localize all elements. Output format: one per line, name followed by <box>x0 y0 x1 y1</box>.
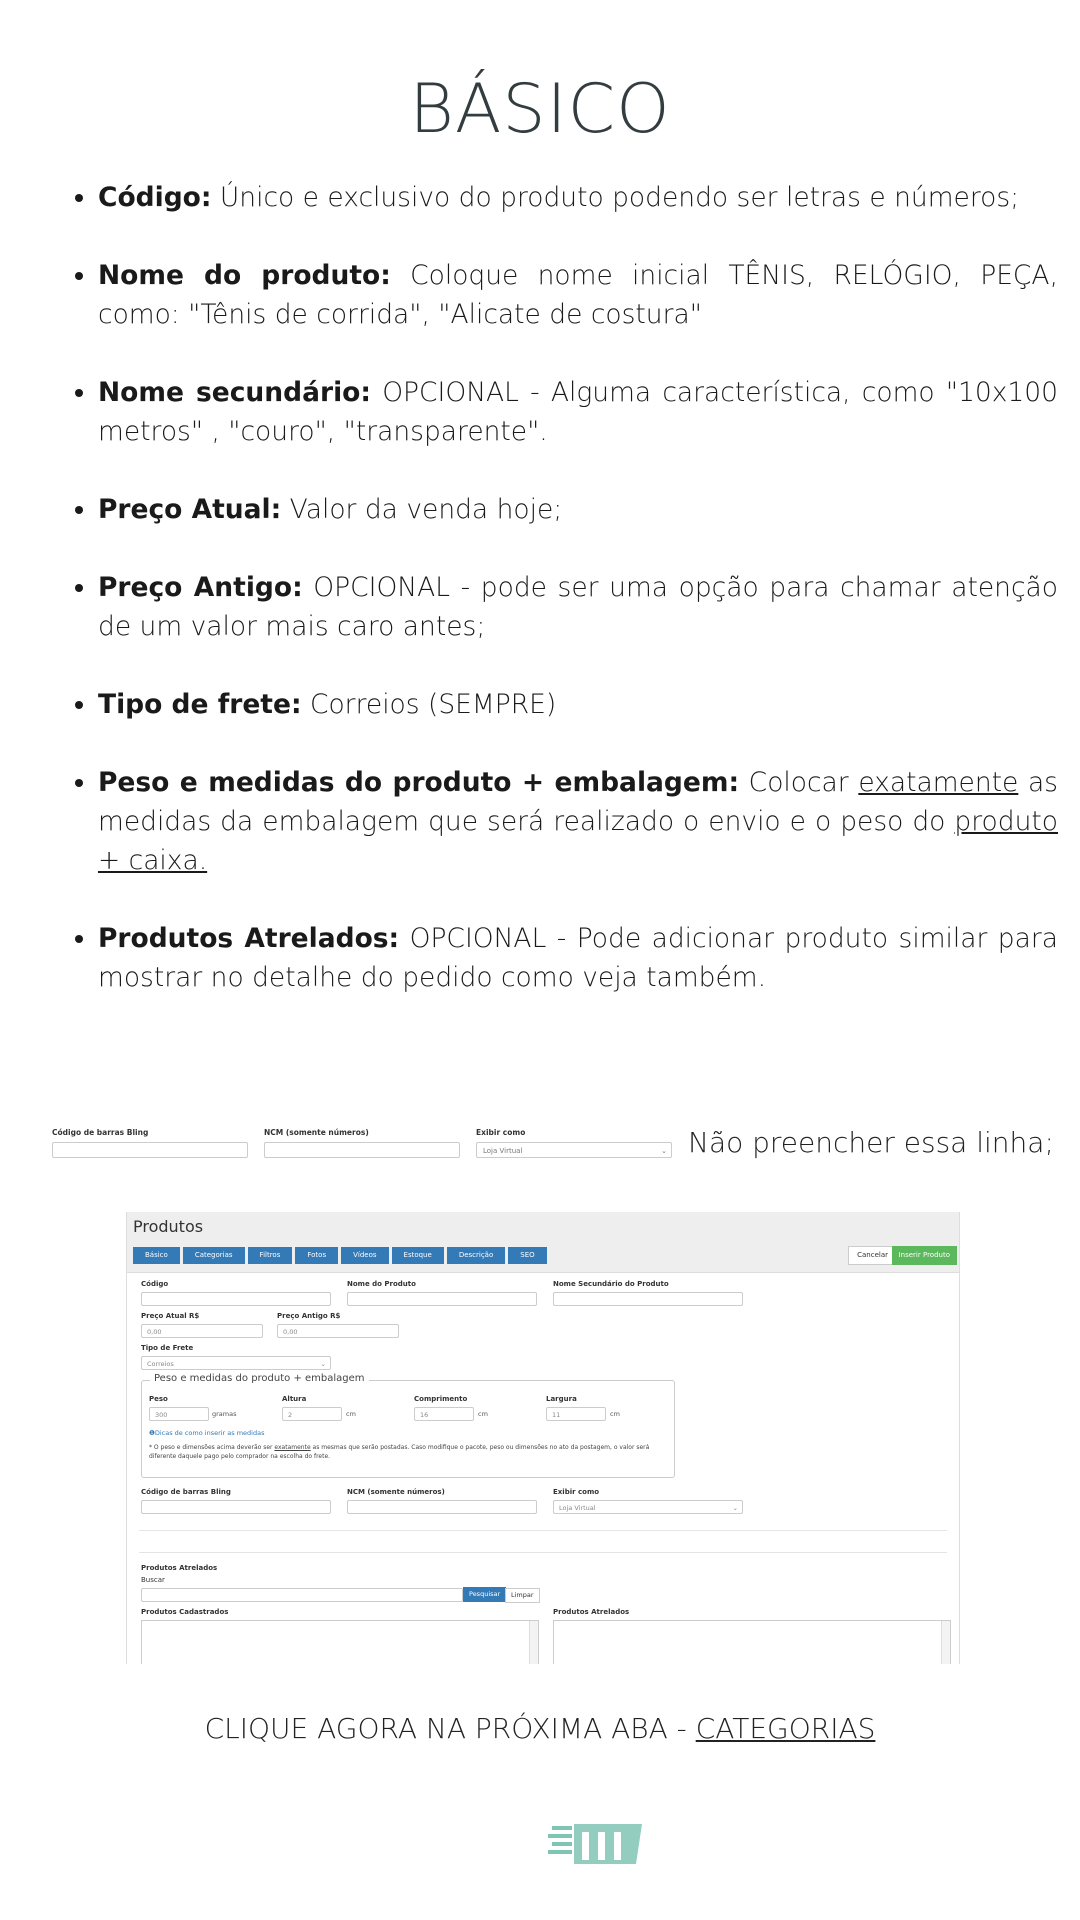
weight-input[interactable]: 300 <box>149 1407 209 1421</box>
ncm-label: NCM (somente números) <box>347 1488 445 1496</box>
registered-products-label: Produtos Cadastrados <box>141 1608 229 1616</box>
height-unit: cm <box>346 1410 356 1418</box>
item-underlined: produto + caixa. <box>98 806 1058 876</box>
price-label: Preço Atual R$ <box>141 1312 200 1320</box>
insert-product-button[interactable]: Inserir Produto <box>892 1246 957 1265</box>
tab-bar <box>127 1242 959 1273</box>
tab-fotos[interactable]: Fotos <box>295 1247 338 1264</box>
list-item <box>98 373 1058 451</box>
barcode-input[interactable] <box>141 1500 331 1514</box>
width-label: Largura <box>546 1395 577 1403</box>
item-text: Valor da venda hoje; <box>281 494 563 525</box>
item-text: Único e exclusivo do produto podendo ser letras e números; <box>211 182 1020 213</box>
item-label: Nome do produto: <box>98 260 391 291</box>
logo-stripe <box>552 1826 572 1830</box>
item-text: OPCIONAL - Alguma característica, como "10x100 metros" , "couro", "transparente". <box>98 377 1058 447</box>
old-price-label: Preço Antigo R$ <box>277 1312 341 1320</box>
list-item <box>98 256 1058 334</box>
code-input[interactable] <box>141 1292 331 1306</box>
item-label: Código: <box>98 182 212 213</box>
products-form-screenshot <box>126 1212 960 1664</box>
list-item <box>98 178 1058 217</box>
search-input[interactable] <box>141 1588 463 1602</box>
freight-select[interactable] <box>141 1356 331 1370</box>
length-label: Comprimento <box>414 1395 468 1403</box>
logo-letter <box>614 1832 621 1860</box>
secondary-name-input[interactable] <box>553 1292 743 1306</box>
tab-filtros[interactable]: Filtros <box>248 1247 293 1264</box>
item-label: Tipo de frete: <box>98 689 302 720</box>
cta-text: CLIQUE AGORA NA PRÓXIMA ABA - <box>204 1712 696 1745</box>
list-item <box>98 490 1058 529</box>
clear-button[interactable]: Limpar <box>505 1588 540 1603</box>
info-icon: ❶ <box>149 1429 155 1437</box>
item-text: OPCIONAL - pode ser uma opção para chamar atenção de um valor mais caro antes; <box>98 572 1058 642</box>
divider <box>139 1530 947 1531</box>
tab-videos[interactable]: Vídeos <box>341 1247 388 1264</box>
weight-unit: gramas <box>212 1410 237 1418</box>
item-label: Preço Atual: <box>98 494 282 525</box>
item-text: as medidas da embalagem que será realizado o envio e o peso do <box>98 767 1058 837</box>
barcode-label: Código de barras Bling <box>52 1128 149 1137</box>
tab-basico[interactable]: Básico <box>133 1247 180 1264</box>
measurement-disclaimer <box>149 1443 669 1461</box>
logo-stripe <box>548 1850 572 1854</box>
display-label: Exibir como <box>553 1488 600 1496</box>
instruction-note: Não preencher essa linha; <box>688 1126 1054 1159</box>
ncm-input[interactable] <box>264 1142 460 1158</box>
code-label: Código <box>141 1280 169 1288</box>
item-underlined: exatamente <box>858 767 1019 798</box>
ncm-field-group <box>264 1128 460 1158</box>
barcode-field-group <box>52 1128 248 1158</box>
width-input[interactable]: 11 <box>546 1407 606 1421</box>
ncm-label: NCM (somente números) <box>264 1128 369 1137</box>
measurement-tips-text: Dicas de como inserir as medidas <box>154 1429 265 1437</box>
freight-label: Tipo de Frete <box>141 1344 194 1352</box>
divider <box>139 1552 947 1553</box>
item-text: Colocar <box>739 767 859 798</box>
disclaimer-text: * O peso e dimensões acima deverão ser <box>149 1444 275 1451</box>
display-label: Exibir como <box>476 1128 526 1137</box>
tab-seo[interactable]: SEO <box>508 1247 546 1264</box>
cancel-button[interactable]: Cancelar <box>848 1246 897 1265</box>
list-item <box>98 763 1058 880</box>
display-select-value: Loja Virtual <box>559 1504 596 1512</box>
item-label: Nome secundário: <box>98 377 371 408</box>
item-label: Preço Antigo: <box>98 572 303 603</box>
logo-stripe <box>548 1834 572 1838</box>
logo-letter <box>598 1832 605 1860</box>
field-descriptions-list <box>70 178 1058 1036</box>
height-label: Altura <box>282 1395 307 1403</box>
page-title: BÁSICO <box>409 70 671 149</box>
item-text: OPCIONAL - Pode adicionar produto similar para mostrar no detalhe do pedido como veja também. <box>98 923 1058 993</box>
fieldset-legend: Peso e medidas do produto + embalagem <box>150 1373 369 1384</box>
list-item <box>98 568 1058 646</box>
barcode-input[interactable] <box>52 1142 248 1158</box>
search-label: Buscar <box>141 1576 165 1584</box>
item-label: Peso e medidas do produto + embalagem: <box>98 767 740 798</box>
logo-letter <box>582 1832 589 1860</box>
scrollbar[interactable] <box>941 1621 950 1664</box>
length-input[interactable]: 16 <box>414 1407 474 1421</box>
categorias-link[interactable]: CATEGORIAS <box>695 1712 876 1745</box>
barcode-label: Código de barras Bling <box>141 1488 231 1496</box>
tab-descricao[interactable]: Descrição <box>447 1247 505 1264</box>
chevron-down-icon: ⌄ <box>661 1147 667 1155</box>
list-item <box>98 685 1058 724</box>
tab-estoque[interactable]: Estoque <box>392 1247 444 1264</box>
search-button[interactable]: Pesquisar <box>463 1587 506 1602</box>
measurement-tips-link[interactable] <box>149 1429 265 1437</box>
disclaimer-text: as mesmas que serão postadas. Caso modifique o pacote, peso ou dimensões no ato da postagem, o valor será diferente daquele pago pelo comprador na escolha do frete. <box>149 1444 650 1460</box>
linked-products-heading: Produtos Atrelados <box>141 1564 218 1572</box>
item-text: Coloque nome inicial TÊNIS, RELÓGIO, PEÇA, como: "Tênis de corrida", "Alicate de costura" <box>98 260 1058 330</box>
price-input[interactable]: 0,00 <box>141 1324 263 1338</box>
list-item <box>98 919 1058 997</box>
length-unit: cm <box>478 1410 488 1418</box>
disclaimer-underlined: exatamente <box>274 1444 311 1451</box>
display-select[interactable] <box>476 1142 672 1158</box>
next-tab-instruction <box>0 1712 1080 1745</box>
display-select[interactable] <box>553 1500 743 1514</box>
logo-stripe <box>552 1842 572 1846</box>
freight-select-value: Correios <box>147 1360 174 1368</box>
tab-categorias[interactable]: Categorias <box>183 1247 245 1264</box>
weight-label: Peso <box>149 1395 168 1403</box>
height-input[interactable]: 2 <box>282 1407 342 1421</box>
item-label: Produtos Atrelados: <box>98 923 400 954</box>
scrollbar[interactable] <box>529 1621 538 1664</box>
chevron-down-icon: ⌄ <box>320 1360 326 1368</box>
linked-products-list[interactable] <box>553 1620 951 1664</box>
old-price-input[interactable]: 0,00 <box>277 1324 399 1338</box>
ncm-input[interactable] <box>347 1500 537 1514</box>
linked-products-label: Produtos Atrelados <box>553 1608 630 1616</box>
name-input[interactable] <box>347 1292 537 1306</box>
panel-heading: Produtos <box>127 1212 959 1242</box>
width-unit: cm <box>610 1410 620 1418</box>
name-label: Nome do Produto <box>347 1280 416 1288</box>
registered-products-list[interactable] <box>141 1620 539 1664</box>
weight-dimensions-fieldset <box>141 1373 675 1478</box>
secondary-name-label: Nome Secundário do Produto <box>553 1280 669 1288</box>
display-select-value: Loja Virtual <box>483 1147 523 1155</box>
chevron-down-icon: ⌄ <box>732 1504 738 1512</box>
display-field-group <box>476 1128 672 1158</box>
brand-logo-icon <box>548 1822 644 1866</box>
item-text: Correios (SEMPRE) <box>301 689 557 720</box>
